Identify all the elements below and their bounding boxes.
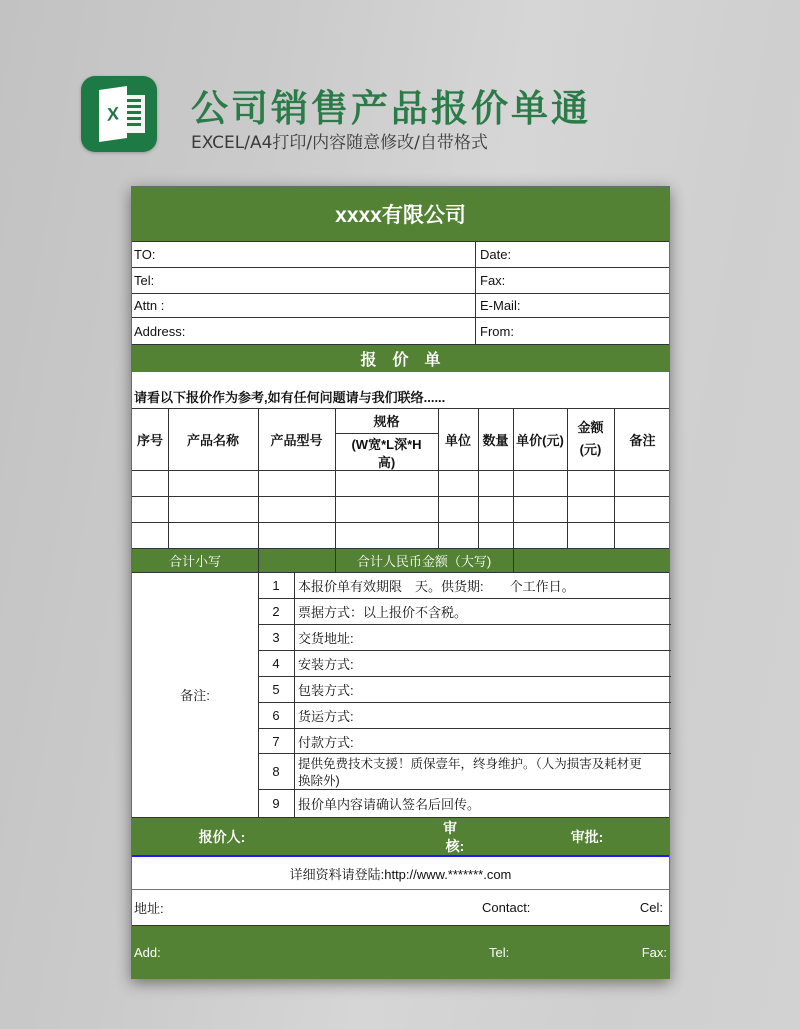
intro-text: 请看以下报价作为参考,如有任何问题请与我们联络......: [134, 389, 446, 405]
note-number: 4: [272, 656, 280, 671]
total-small-label: 合计小写: [168, 554, 221, 569]
table-row[interactable]: [132, 471, 669, 496]
col-header-spec-dims-2: 高): [377, 454, 396, 470]
quotation-sheet: [131, 186, 670, 979]
col-header-qty: 数量: [482, 432, 509, 448]
note-number: 8: [272, 764, 280, 779]
note-number: 2: [272, 604, 280, 619]
email-field[interactable]: E-Mail:: [480, 298, 521, 313]
footer-add[interactable]: Add:: [134, 945, 161, 960]
contact-cel[interactable]: Cel:: [639, 900, 663, 915]
note-text[interactable]: 报价单内容请确认签名后回传。: [298, 797, 481, 812]
excel-icon: [81, 76, 157, 152]
note-text[interactable]: 提供免费技术支援！质保壹年，终身维护。（人为损害及耗材更: [298, 757, 642, 771]
note-text[interactable]: 本报价单有效期限 天。供货期: 个工作日。: [298, 579, 575, 594]
total-big-value[interactable]: [513, 549, 671, 572]
note-text[interactable]: 包装方式:: [298, 683, 354, 698]
note-text[interactable]: 票据方式：以上报价不含税。: [298, 605, 468, 620]
note-text[interactable]: 安装方式:: [298, 657, 354, 672]
total-small-value[interactable]: [258, 549, 335, 572]
attn-field[interactable]: Attn :: [134, 298, 165, 313]
note-number: 6: [272, 708, 280, 723]
from-field[interactable]: From:: [480, 323, 514, 339]
footer-tel[interactable]: Tel:: [489, 945, 510, 960]
contact-address[interactable]: 地址:: [134, 901, 164, 916]
excel-letter: X: [99, 86, 127, 142]
tel-field[interactable]: Tel:: [134, 273, 155, 288]
col-header-seq: 序号: [136, 432, 163, 448]
footer-bar: [132, 926, 669, 979]
col-header-spec-dims: (W宽*L深*H: [351, 436, 422, 452]
table-row[interactable]: [132, 497, 669, 522]
note-text-cont[interactable]: 换除外): [298, 774, 340, 788]
banner-title: 公司销售产品报价单通: [191, 87, 591, 130]
note-text[interactable]: 付款方式:: [298, 734, 354, 750]
fax-field[interactable]: Fax:: [480, 273, 506, 288]
col-header-amount: 金额: [577, 419, 604, 435]
footer-fax[interactable]: Fax:: [641, 945, 667, 960]
notes-label: 备注:: [180, 688, 210, 703]
reviewer-label[interactable]: 审: [443, 819, 457, 836]
col-header-unit: 单位: [444, 432, 471, 448]
reviewer-label-2[interactable]: 核:: [445, 838, 465, 854]
company-title[interactable]: xxxx有限公司: [132, 187, 669, 241]
col-header-remark: 备注: [629, 432, 656, 448]
note-number: 1: [272, 578, 280, 593]
note-number: 3: [272, 630, 280, 645]
note-text[interactable]: 交货地址:: [298, 631, 354, 646]
website-link[interactable]: 详细资料请登陆:http://www.*******.com: [289, 866, 512, 882]
date-field[interactable]: Date:: [480, 247, 512, 262]
total-big-label: 合计人民币金额（大写): [356, 554, 492, 569]
address-field[interactable]: Address:: [134, 323, 186, 339]
note-number: 9: [272, 796, 280, 811]
col-header-amount-unit: (元): [579, 441, 602, 457]
to-field[interactable]: TO:: [134, 247, 156, 262]
note-number: 7: [272, 733, 280, 749]
col-header-spec: 规格: [373, 414, 400, 429]
banner-subtitle: EXCEL/A4打印/内容随意修改/自带格式: [191, 133, 488, 153]
col-header-name: 产品名称: [186, 432, 239, 448]
col-header-price: 单价(元): [516, 432, 564, 448]
quote-title: 报 价 单: [132, 345, 669, 372]
note-number: 5: [272, 682, 280, 697]
contact-person[interactable]: Contact:: [482, 900, 531, 915]
note-text[interactable]: 货运方式:: [298, 709, 354, 724]
table-row[interactable]: [132, 523, 669, 548]
col-header-model: 产品型号: [270, 432, 323, 448]
banner: [81, 76, 601, 156]
quoter-label[interactable]: 报价人:: [198, 828, 246, 845]
approver-label[interactable]: 审批:: [570, 828, 604, 845]
